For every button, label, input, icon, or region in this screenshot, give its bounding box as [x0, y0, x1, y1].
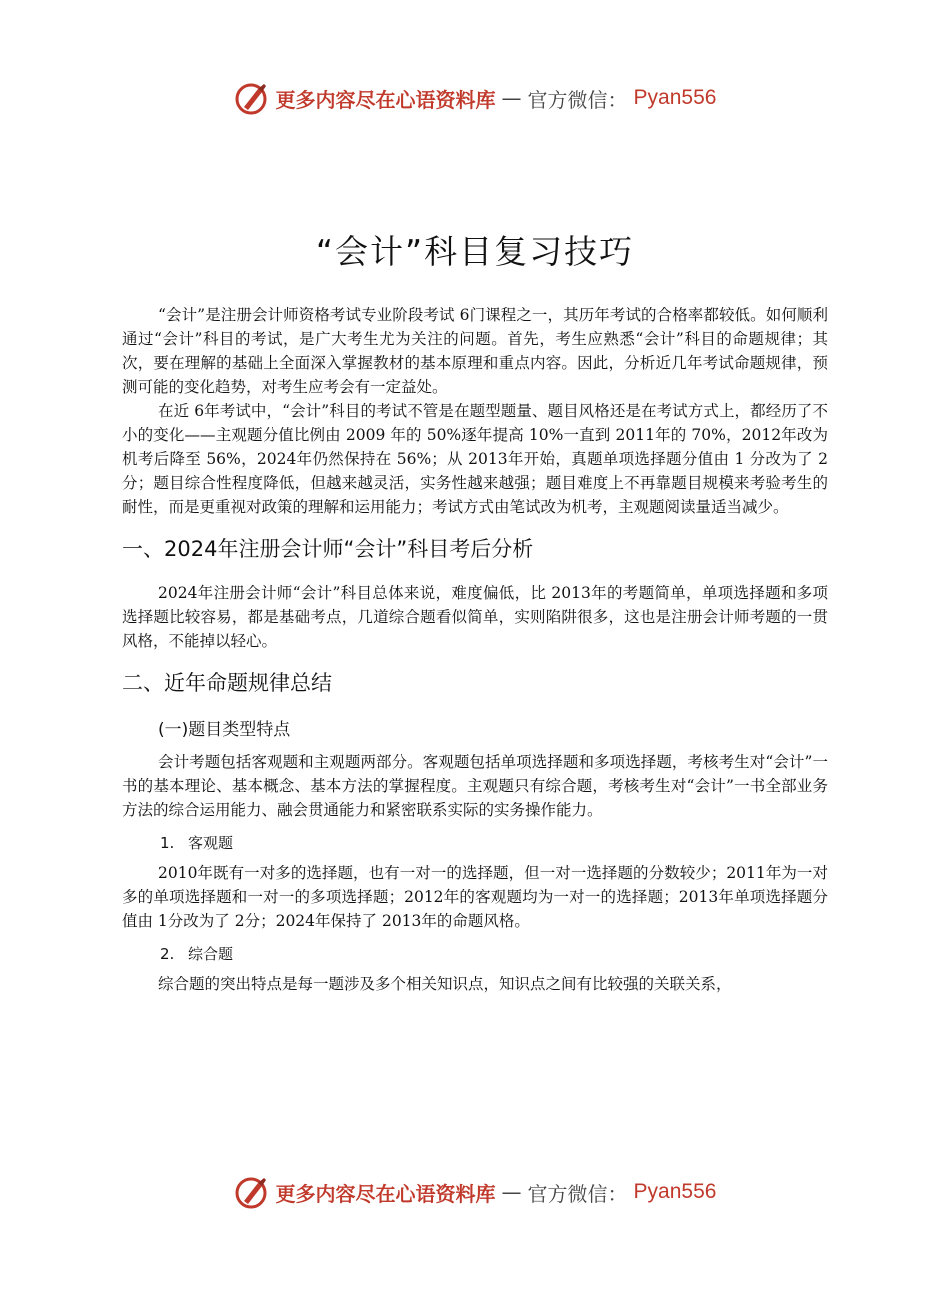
intro-paragraph-1: “会计”是注册会计师资格考试专业阶段考试 6门课程之一，其历年考试的合格率都较低。如何顺利通过“会计”科目的考试，是广大考生尤为关注的问题。首先，考生应熟悉“会计”科目的命题规律；其次，要在理解的基础上全面深入掌握教材的基本原理和重点内容。因此，分析近几年考试命题规律，预测可能的变化趋势，对考生应考会有一定益处。	[122, 306, 828, 396]
section-2-paragraph: 会计考题包括客观题和主观题两部分。客观题包括单项选择题和多项选择题，考核考生对“会计”一书的基本理论、基本概念、基本方法的掌握程度。主观题只有综合题，考核考生对“会计”一书全部业务方法的综合运用能力、融会贯通能力和紧密联系实际的实务操作能力。	[122, 753, 828, 819]
list-item-number: 2.	[160, 945, 175, 963]
list-item-label: 综合题	[188, 945, 234, 963]
document-title: “会计”科目复习技巧	[315, 232, 635, 271]
objective-paragraph: 2010年既有一对多的选择题，也有一对一的选择题，但一对一选择题的分数较少；2011年为一对多的单项选择题和一对一的多项选择题；2012年的客观题均为一对一的选择题；2013年单项选择题分值由 1分改为了 2分；2024年保持了 2013年的命题风格。	[122, 864, 828, 930]
pen-logo-icon	[234, 80, 270, 116]
footer-banner	[0, 1172, 950, 1212]
banner-wechat-id: Pyan556	[633, 86, 717, 109]
section-2-subheading: (一)题目类型特点	[158, 720, 291, 740]
list-item-label: 客观题	[188, 834, 234, 852]
section-1-heading: 一、2024年注册会计师“会计”科目考后分析	[122, 537, 534, 561]
list-item-comprehensive	[160, 943, 828, 964]
intro-paragraph-2: 在近 6年考试中，“会计”科目的考试不管是在题型题量、题目风格还是在考试方式上，都经历了不小的变化——主观题分值比例由 2009 年的 50%逐年提高 10%一直到 2011年的 70%，2012年改为机考后降至 56%，2024年仍然保持在 56%；从 2013年开始，真题单项选择题分值由 1 分改为了 2 分；题目综合性程度降低，但越来越灵活，实务性越来越强；题目难度上不再靠题目规模来考验考生的耐性，而是更重视对政策的理解和运用能力；考试方式由笔试改为机考，主观题阅读量适当减少。	[122, 402, 828, 516]
banner-dash: —	[501, 1180, 522, 1204]
banner-dash: —	[501, 86, 522, 110]
list-item-objective	[160, 832, 828, 853]
banner-main-text: 更多内容尽在心语资料库	[275, 87, 496, 112]
list-item-number: 1.	[160, 834, 175, 852]
section-2-heading: 二、近年命题规律总结	[122, 671, 332, 695]
banner-wechat-label: 官方微信：	[527, 1181, 628, 1206]
banner-main-text: 更多内容尽在心语资料库	[275, 1181, 496, 1206]
pen-logo-icon	[234, 1174, 270, 1210]
banner-wechat-label: 官方微信：	[527, 87, 628, 112]
section-1-paragraph: 2024年注册会计师“会计”科目总体来说，难度偏低，比 2013年的考题简单，单项选择题和多项选择题比较容易，都是基础考点，几道综合题看似简单，实则陷阱很多，这也是注册会计师考题的一贯风格，不能掉以轻心。	[122, 584, 828, 650]
header-banner	[0, 78, 950, 118]
banner-wechat-id: Pyan556	[633, 1180, 717, 1203]
comprehensive-paragraph: 综合题的突出特点是每一题涉及多个相关知识点，知识点之间有比较强的关联关系，	[158, 975, 732, 993]
document-body	[122, 226, 828, 996]
